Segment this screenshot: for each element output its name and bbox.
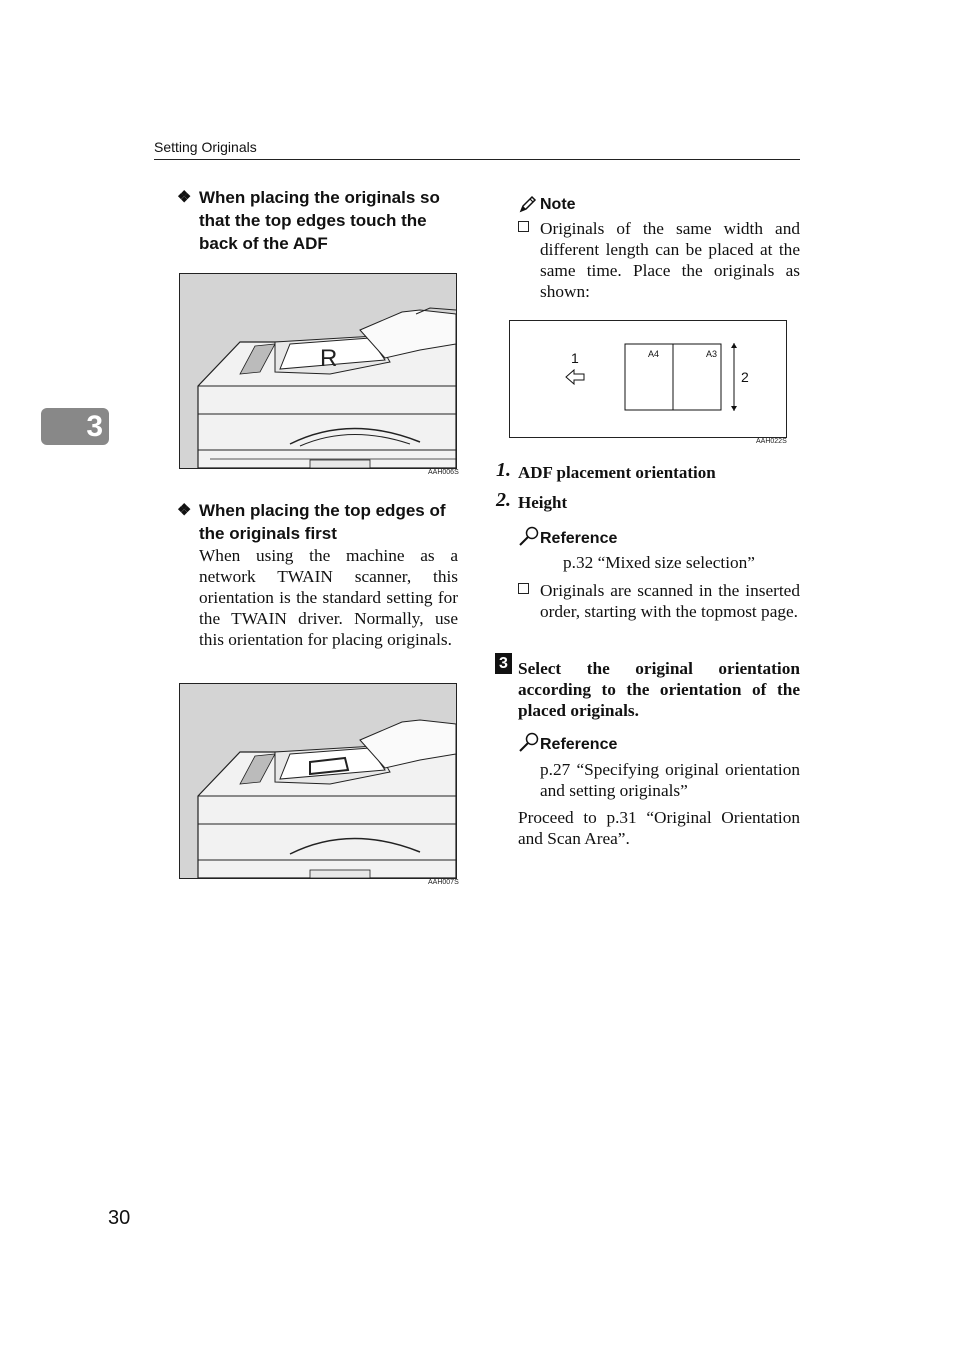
step-instruction: Select the original orientation according to the orientation of the placed originals. (518, 659, 800, 720)
page-number: 30 (108, 1207, 131, 1229)
magnifier-icon (518, 525, 540, 547)
list-item: 1. ADF placement orientation (496, 459, 716, 482)
checkbox-bullet-icon (518, 221, 529, 232)
twain-orientation-paragraph: When using the machine as a network TWAIN scanner, this orientation is the standard setting for the TWAIN driver. Normally, use this orientation for placing originals. (199, 546, 458, 649)
figure-code-3: AAH022S (756, 438, 787, 445)
figure-adf-back-placement (179, 273, 457, 469)
mixed-size-diagram (510, 321, 786, 437)
heading-top-edges-first: ❖ When placing the top edges of the originals first (177, 501, 446, 543)
reference-text-2: p.27 “Specifying original orientation and setting originals” (540, 760, 800, 800)
diamond-bullet-icon: ❖ (177, 502, 192, 519)
proceed-text: Proceed to p.31 “Original Orientation and Scan Area”. (518, 808, 800, 848)
svg-text:R: R (320, 345, 338, 372)
pencil-icon (518, 194, 538, 214)
step-number-badge: 3 (495, 653, 512, 674)
figure-code-2: AAH007S (428, 879, 459, 886)
heading-top-edges-back: ❖ When placing the originals so that the top edges touch the back of the ADF (177, 188, 440, 253)
list-item: 2. Height (496, 489, 568, 512)
note-scan-order: Originals are scanned in the inserted order, starting with the topmost page. (540, 580, 800, 622)
diagram-label-1: 1 (571, 350, 579, 366)
reference-title-2: Reference (540, 736, 618, 753)
figure-mixed-size (509, 320, 787, 438)
figure-code-1: AAH006S (428, 469, 459, 476)
chapter-tab (41, 408, 109, 445)
paper-a4-label: A4 (648, 349, 660, 359)
reference-text-1: p.32 “Mixed size selection” (563, 553, 755, 572)
figure-adf-top-first (179, 683, 457, 879)
checkbox-bullet-icon (518, 583, 529, 594)
note-same-width: Originals of the same width and different length can be placed at the same time. Place the originals as shown: (540, 218, 800, 302)
paper-a3-label: A3 (706, 349, 718, 359)
diamond-bullet-icon: ❖ (177, 189, 192, 206)
chapter-number: 3 (86, 410, 103, 443)
header-rule (154, 159, 800, 160)
diagram-label-2: 2 (741, 369, 749, 385)
running-header: Setting Originals (154, 139, 257, 155)
scanner-illustration-2 (180, 684, 456, 878)
magnifier-icon (518, 731, 540, 753)
reference-title-1: Reference (540, 530, 618, 547)
scanner-illustration-1 (180, 274, 456, 468)
note-title: Note (540, 196, 576, 213)
